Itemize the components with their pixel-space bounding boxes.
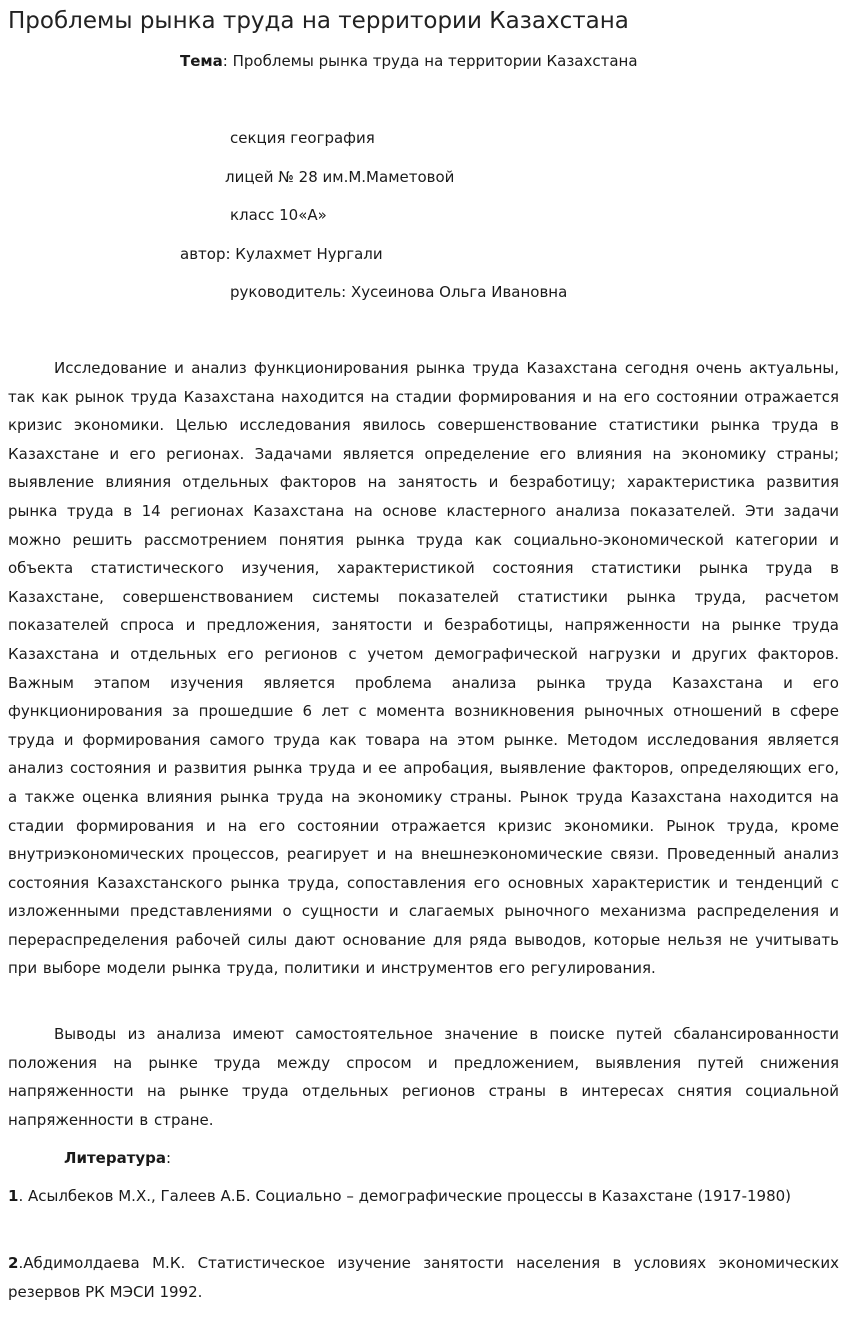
meta-section: секция география (230, 129, 375, 147)
reference-text: .Абдимолдаева М.К. Статистическое изучение занятости населения в условиях экономических резервов РК МЭСИ 1992. (8, 1254, 839, 1301)
reference-number: 2 (8, 1254, 19, 1272)
literature-heading (64, 1149, 171, 1167)
literature-heading-label: Литература (64, 1149, 167, 1167)
paragraph-text: Выводы из анализа имеют самостоятельное значение в поиске путей сбалансированности положения на рынке труда между спросом и предложением, выявления путей снижения напряженности на рынке труда отдельных регионов страны в интересах снятия социальной напряженности в стране. (8, 1025, 839, 1129)
reference-item-2 (8, 1249, 839, 1306)
body-paragraph-2 (8, 1020, 839, 1134)
topic-separator: : (222, 52, 228, 70)
reference-item-1 (8, 1182, 839, 1211)
meta-school: лицей № 28 им.М.Маметовой (225, 168, 455, 186)
paragraph-text: Исследование и анализ функционирования рынка труда Казахстана сегодня очень актуальны, так как рынок труда Казахстана находится на стадии формирования и на его состоянии отражается кризис экономики. Целью исследования явилось совершенствование статистики рынка труда в Казахстане и его регионах. Задачами является определение его влияния на экономику страны; выявление влияния отдельных факторов на занятость и безработицу; характеристика развития рынка труда в 14 регионах Казахстана на основе кластерного анализа показателей. Эти задачи можно решить рассмотрением понятия рынка труда как социально-экономической категории и объекта статистического изучения, характеристикой состояния статистики рынка труда в Казахстане, совершенствованием системы показателей статистики рынка труда, расчетом показателей спроса и предложения, занятости и безработицы, напряженности на рынке труда Казахстана и отдельных его регионов с учетом демографической нагрузки и других факторов. Важным этапом изучения является проблема анализа рынка труда Казахстана и его функционирования за прошедшие 6 лет с момента возникновения рыночных отношений в сфере труда и формирования самого труда как товара на этом рынке. Методом исследования является анализ состояния и развития рынка труда и ее апробация, выявление факторов, определяющих его, а также оценка влияния рынка труда на экономику страны. Рынок труда Казахстана находится на стадии формирования и на его состоянии отражается кризис экономики. Рынок труда, кроме внутриэкономических процессов, реагирует и на внешнеэкономические связи. Проведенный анализ состояния Казахстанского рынка труда, сопоставления его основных характеристик и тенденций с изложенными представлениями о сущности и слагаемых рыночного механизма распределения и перераспределения рабочей силы дают основание для ряда выводов, которые нельзя не учитывать при выборе модели рынка труда, политики и инструментов его регулирования. (8, 359, 839, 978)
literature-heading-separator: : (166, 1149, 172, 1167)
body-paragraph-1 (8, 354, 839, 983)
meta-grade: класс 10«А» (230, 206, 327, 224)
page-title: Проблемы рынка труда на территории Казахстана (8, 8, 629, 34)
meta-author: автор: Кулахмет Нургали (180, 245, 383, 263)
meta-supervisor: руководитель: Хусеинова Ольга Ивановна (230, 283, 568, 301)
topic-value: Проблемы рынка труда на территории Казахстана (227, 52, 638, 70)
topic-line (180, 51, 638, 71)
reference-text: . Асылбеков М.Х., Галеев А.Б. Социально – демографические процессы в Казахстане (1917-1980) (18, 1187, 792, 1205)
reference-number: 1 (8, 1187, 19, 1205)
topic-label: Тема (180, 52, 223, 70)
